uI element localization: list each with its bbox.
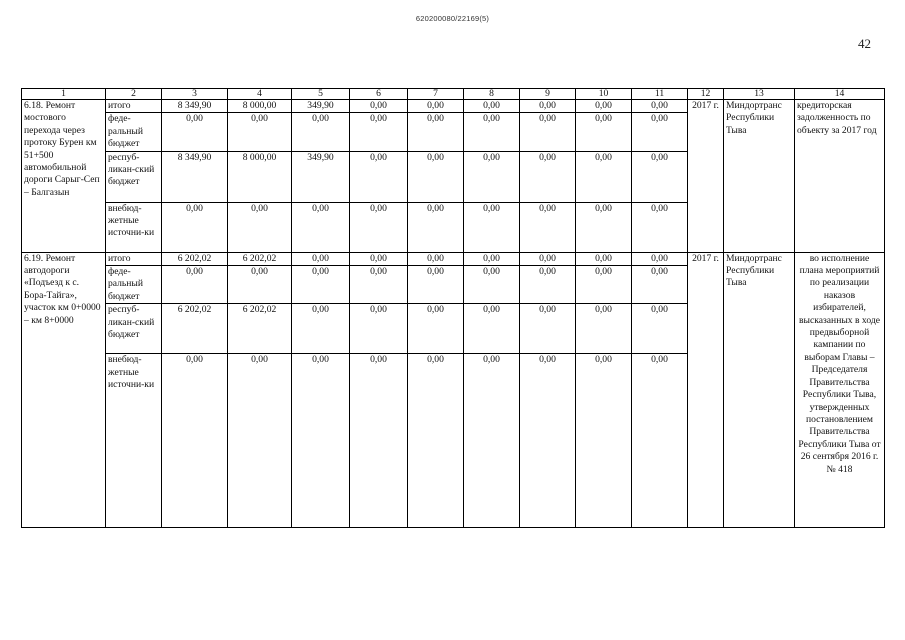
- column-number: 5: [292, 89, 350, 100]
- amount-cell: 0,00: [520, 113, 576, 151]
- amount-cell: 0,00: [520, 266, 576, 304]
- amount-cell: 0,00: [350, 266, 408, 304]
- funding-source: внебюд-жетные источни-ки: [106, 202, 162, 252]
- amount-cell: 0,00: [520, 100, 576, 113]
- funding-source: респуб-ликан-ский бюджет: [106, 304, 162, 354]
- amount-cell: 0,00: [464, 304, 520, 354]
- amount-cell: 0,00: [408, 202, 464, 252]
- amount-cell: 0,00: [292, 354, 350, 528]
- budget-table: [21, 88, 885, 528]
- amount-cell: 0,00: [576, 304, 632, 354]
- amount-cell: 8 000,00: [228, 151, 292, 202]
- amount-cell: 0,00: [228, 354, 292, 528]
- amount-cell: 0,00: [350, 354, 408, 528]
- column-number: 8: [464, 89, 520, 100]
- amount-cell: 6 202,02: [228, 304, 292, 354]
- amount-cell: 0,00: [162, 266, 228, 304]
- amount-cell: 0,00: [632, 266, 688, 304]
- amount-cell: 6 202,02: [228, 252, 292, 265]
- amount-cell: 349,90: [292, 100, 350, 113]
- amount-cell: 0,00: [292, 113, 350, 151]
- amount-cell: 0,00: [292, 202, 350, 252]
- column-number: 6: [350, 89, 408, 100]
- funding-source: итого: [106, 252, 162, 265]
- amount-cell: 0,00: [228, 113, 292, 151]
- amount-cell: 0,00: [632, 151, 688, 202]
- table-row: [22, 100, 885, 113]
- note: во исполнение плана мероприятий по реализации наказов избирателей, высказанных в ходе предвыборной кампании по выборам Главы – Председателя Правительства Республики Тыва, утвержденных постановлением Правительства Республики Тыва от 26 сентября 2016 г. № 418: [795, 252, 885, 528]
- amount-cell: 0,00: [408, 354, 464, 528]
- amount-cell: 0,00: [576, 266, 632, 304]
- funding-source: феде-ральный бюджет: [106, 113, 162, 151]
- amount-cell: 8 349,90: [162, 100, 228, 113]
- amount-cell: 0,00: [576, 100, 632, 113]
- object-name: 6.18. Ремонт мостового перехода через протоку Бурен км 51+500 автомобильной дороги Сарыг-Сеп – Балгазын: [22, 100, 106, 253]
- amount-cell: 6 202,02: [162, 304, 228, 354]
- amount-cell: 0,00: [520, 252, 576, 265]
- amount-cell: 0,00: [464, 266, 520, 304]
- document-id: 620200080/22169(5): [415, 14, 490, 23]
- amount-cell: 0,00: [576, 252, 632, 265]
- amount-cell: 0,00: [292, 304, 350, 354]
- amount-cell: 0,00: [464, 252, 520, 265]
- responsible-agency: Миндортранс Республики Тыва: [724, 100, 795, 253]
- amount-cell: 0,00: [464, 113, 520, 151]
- amount-cell: 0,00: [228, 266, 292, 304]
- amount-cell: 8 000,00: [228, 100, 292, 113]
- amount-cell: 0,00: [632, 113, 688, 151]
- amount-cell: 0,00: [464, 151, 520, 202]
- amount-cell: 0,00: [408, 252, 464, 265]
- column-number: 12: [688, 89, 724, 100]
- amount-cell: 0,00: [520, 304, 576, 354]
- amount-cell: 0,00: [292, 266, 350, 304]
- column-number: 13: [724, 89, 795, 100]
- amount-cell: 0,00: [520, 354, 576, 528]
- amount-cell: 0,00: [408, 113, 464, 151]
- year: 2017 г.: [688, 100, 724, 253]
- amount-cell: 0,00: [408, 304, 464, 354]
- amount-cell: 0,00: [576, 151, 632, 202]
- responsible-agency: Миндортранс Республики Тыва: [724, 252, 795, 528]
- page-number: 42: [858, 36, 871, 51]
- amount-cell: 0,00: [162, 202, 228, 252]
- object-name: 6.19. Ремонт автодороги «Подъезд к с. Бора-Тайга», участок км 0+0000 – км 8+0000: [22, 252, 106, 528]
- column-number: 14: [795, 89, 885, 100]
- column-number: 10: [576, 89, 632, 100]
- amount-cell: 0,00: [632, 202, 688, 252]
- amount-cell: 0,00: [520, 151, 576, 202]
- amount-cell: 0,00: [350, 100, 408, 113]
- amount-cell: 8 349,90: [162, 151, 228, 202]
- funding-source: феде-ральный бюджет: [106, 266, 162, 304]
- amount-cell: 0,00: [464, 100, 520, 113]
- amount-cell: 0,00: [350, 304, 408, 354]
- amount-cell: 0,00: [408, 266, 464, 304]
- column-number: 1: [22, 89, 106, 100]
- amount-cell: 0,00: [350, 252, 408, 265]
- column-number: 2: [106, 89, 162, 100]
- funding-source: внебюд-жетные источни-ки: [106, 354, 162, 528]
- table-row: [22, 252, 885, 265]
- amount-cell: 0,00: [350, 113, 408, 151]
- column-number: 3: [162, 89, 228, 100]
- amount-cell: 0,00: [162, 354, 228, 528]
- amount-cell: 0,00: [350, 202, 408, 252]
- amount-cell: 0,00: [576, 354, 632, 528]
- amount-cell: 0,00: [576, 113, 632, 151]
- amount-cell: 0,00: [632, 252, 688, 265]
- amount-cell: 0,00: [464, 354, 520, 528]
- funding-source: итого: [106, 100, 162, 113]
- amount-cell: 0,00: [520, 202, 576, 252]
- amount-cell: 349,90: [292, 151, 350, 202]
- funding-source: респуб-ликан-ский бюджет: [106, 151, 162, 202]
- amount-cell: 0,00: [576, 202, 632, 252]
- amount-cell: 0,00: [408, 151, 464, 202]
- amount-cell: 0,00: [408, 100, 464, 113]
- amount-cell: 0,00: [632, 354, 688, 528]
- year: 2017 г.: [688, 252, 724, 528]
- amount-cell: 0,00: [162, 113, 228, 151]
- amount-cell: 0,00: [228, 202, 292, 252]
- column-number: 7: [408, 89, 464, 100]
- amount-cell: 6 202,02: [162, 252, 228, 265]
- column-number-row: [22, 89, 885, 100]
- note: кредиторская задолженность по объекту за 2017 год: [795, 100, 885, 253]
- column-number: 9: [520, 89, 576, 100]
- amount-cell: 0,00: [350, 151, 408, 202]
- column-number: 4: [228, 89, 292, 100]
- amount-cell: 0,00: [464, 202, 520, 252]
- amount-cell: 0,00: [632, 304, 688, 354]
- column-number: 11: [632, 89, 688, 100]
- amount-cell: 0,00: [632, 100, 688, 113]
- amount-cell: 0,00: [292, 252, 350, 265]
